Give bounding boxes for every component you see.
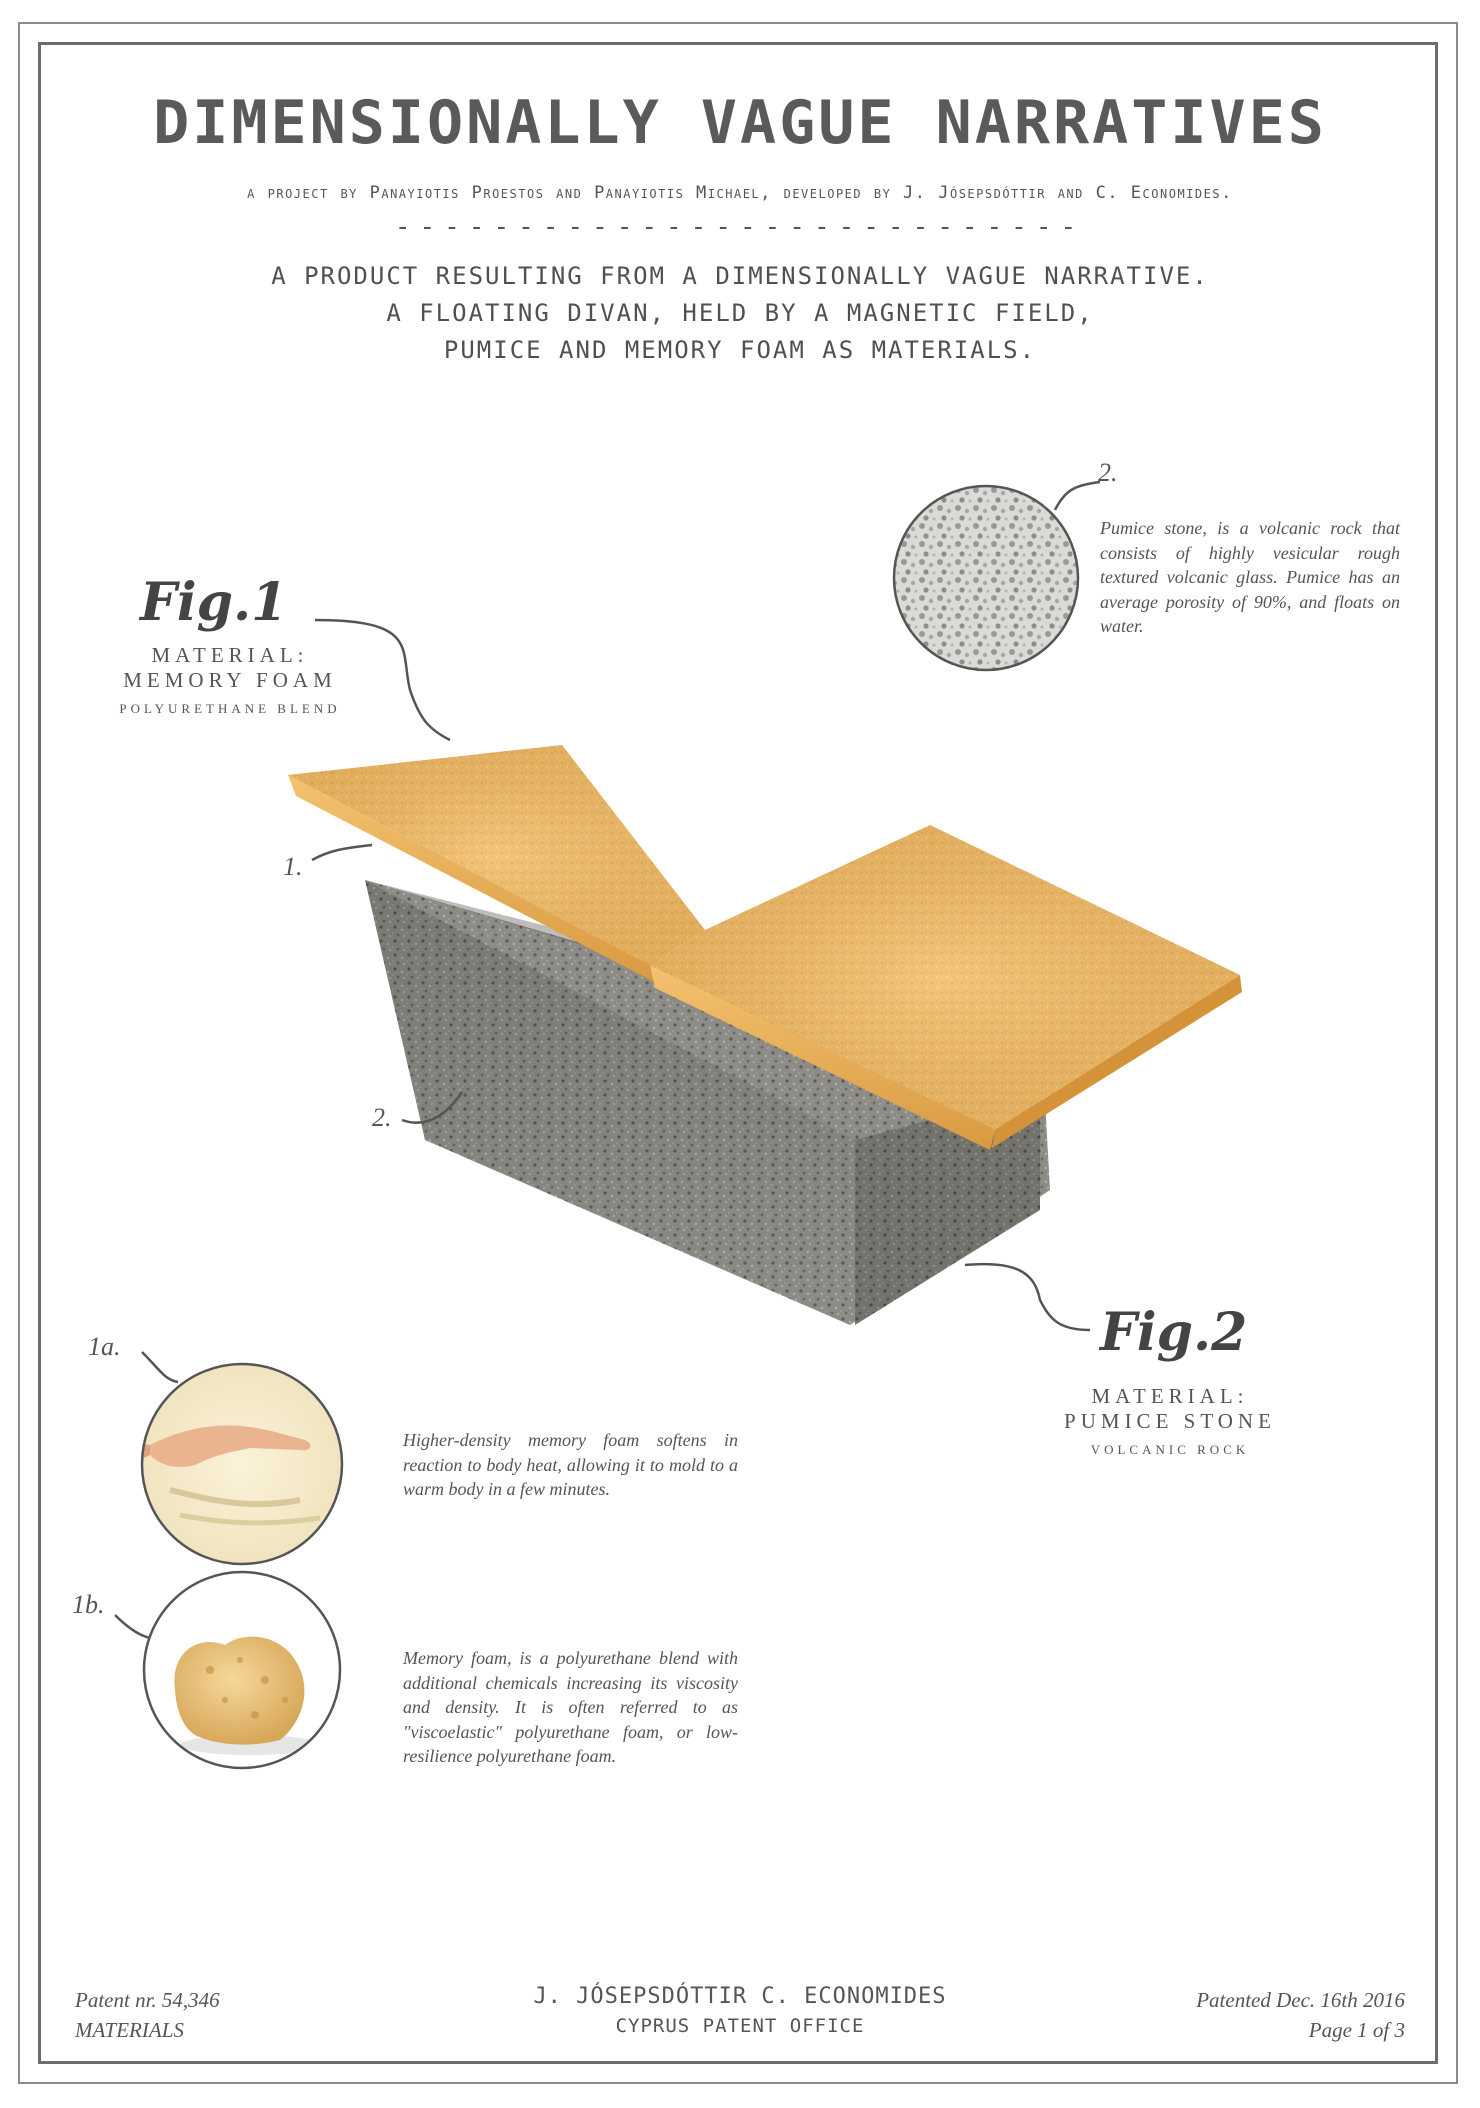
foam-blend-note: Memory foam, is a polyurethane blend with additional chemicals increasing its viscosity and density. It is often referred to as "viscoelastic" polyurethane foam, or low-resilience polyurethane foam. bbox=[403, 1648, 738, 1766]
fig2-material: PUMICE STONE bbox=[1064, 1409, 1276, 1433]
fig1-material-block bbox=[90, 643, 370, 717]
fig1-title: Fig.1 bbox=[140, 572, 288, 633]
footer-authors: J. JÓSEPSDÓTTIR C. ECONOMIDES bbox=[533, 1984, 947, 2009]
page-title: DIMENSIONALLY VAGUE NARRATIVES bbox=[153, 88, 1327, 158]
fig1-material-label: MATERIAL: bbox=[151, 643, 309, 667]
fig2-material-label: MATERIAL: bbox=[1091, 1384, 1249, 1408]
description-line-3: PUMICE AND MEMORY FOAM AS MATERIALS. bbox=[443, 336, 1037, 364]
description-line-1: A PRODUCT RESULTING FROM A DIMENSIONALLY VAGUE NARRATIVE. bbox=[271, 262, 1209, 290]
divider: ---------------------------- bbox=[394, 212, 1086, 242]
description-line-2: A FLOATING DIVAN, HELD BY A MAGNETIC FIELD, bbox=[386, 299, 1094, 327]
callout-1: 1. bbox=[283, 852, 303, 881]
leader-pumice-detail bbox=[1055, 482, 1100, 510]
leader-1 bbox=[312, 845, 372, 860]
foam-heat-note: Higher-density memory foam softens in reaction to body heat, allowing it to mold to a warm body in a few minutes. bbox=[403, 1430, 738, 1499]
callout-1b: 1b. bbox=[72, 1590, 105, 1619]
fig1-subtype: POLYURETHANE BLEND bbox=[119, 701, 341, 716]
patented-date: Patented Dec. 16th 2016 bbox=[1196, 1988, 1405, 2012]
pumice-detail-circle bbox=[894, 486, 1078, 670]
section-name: MATERIALS bbox=[75, 2018, 184, 2042]
hand-on-foam-circle bbox=[90, 1364, 342, 1564]
leader-fig2 bbox=[965, 1264, 1090, 1330]
callout-2-detail: 2. bbox=[1098, 458, 1118, 487]
footer-right bbox=[1196, 1985, 1405, 2045]
footer-office: CYPRUS PATENT OFFICE bbox=[615, 2015, 865, 2037]
fig2-title: Fig.2 bbox=[1100, 1302, 1248, 1363]
fig1-material: MEMORY FOAM bbox=[123, 668, 337, 692]
leader-1a bbox=[142, 1352, 178, 1382]
pumice-note: Pumice stone, is a volcanic rock that consists of highly vesicular rough textured volcanic glass. Pumice has an average porosity of 90%, and floats on water. bbox=[1100, 518, 1400, 636]
fig2-material-block bbox=[1030, 1384, 1310, 1458]
fig2-subtype: VOLCANIC ROCK bbox=[1090, 1442, 1250, 1457]
callout-2-diagram: 2. bbox=[372, 1103, 392, 1132]
sponge-circle bbox=[144, 1572, 340, 1768]
page-number: Page 1 of 3 bbox=[1308, 2018, 1405, 2042]
patent-number: Patent nr. 54,346 bbox=[75, 1988, 220, 2012]
byline: a project by Panayiotis Proestos and Panayiotis Michael, developed by J. Jósepsdóttir and C. Economides. bbox=[247, 183, 1233, 203]
callout-1a: 1a. bbox=[88, 1332, 121, 1361]
